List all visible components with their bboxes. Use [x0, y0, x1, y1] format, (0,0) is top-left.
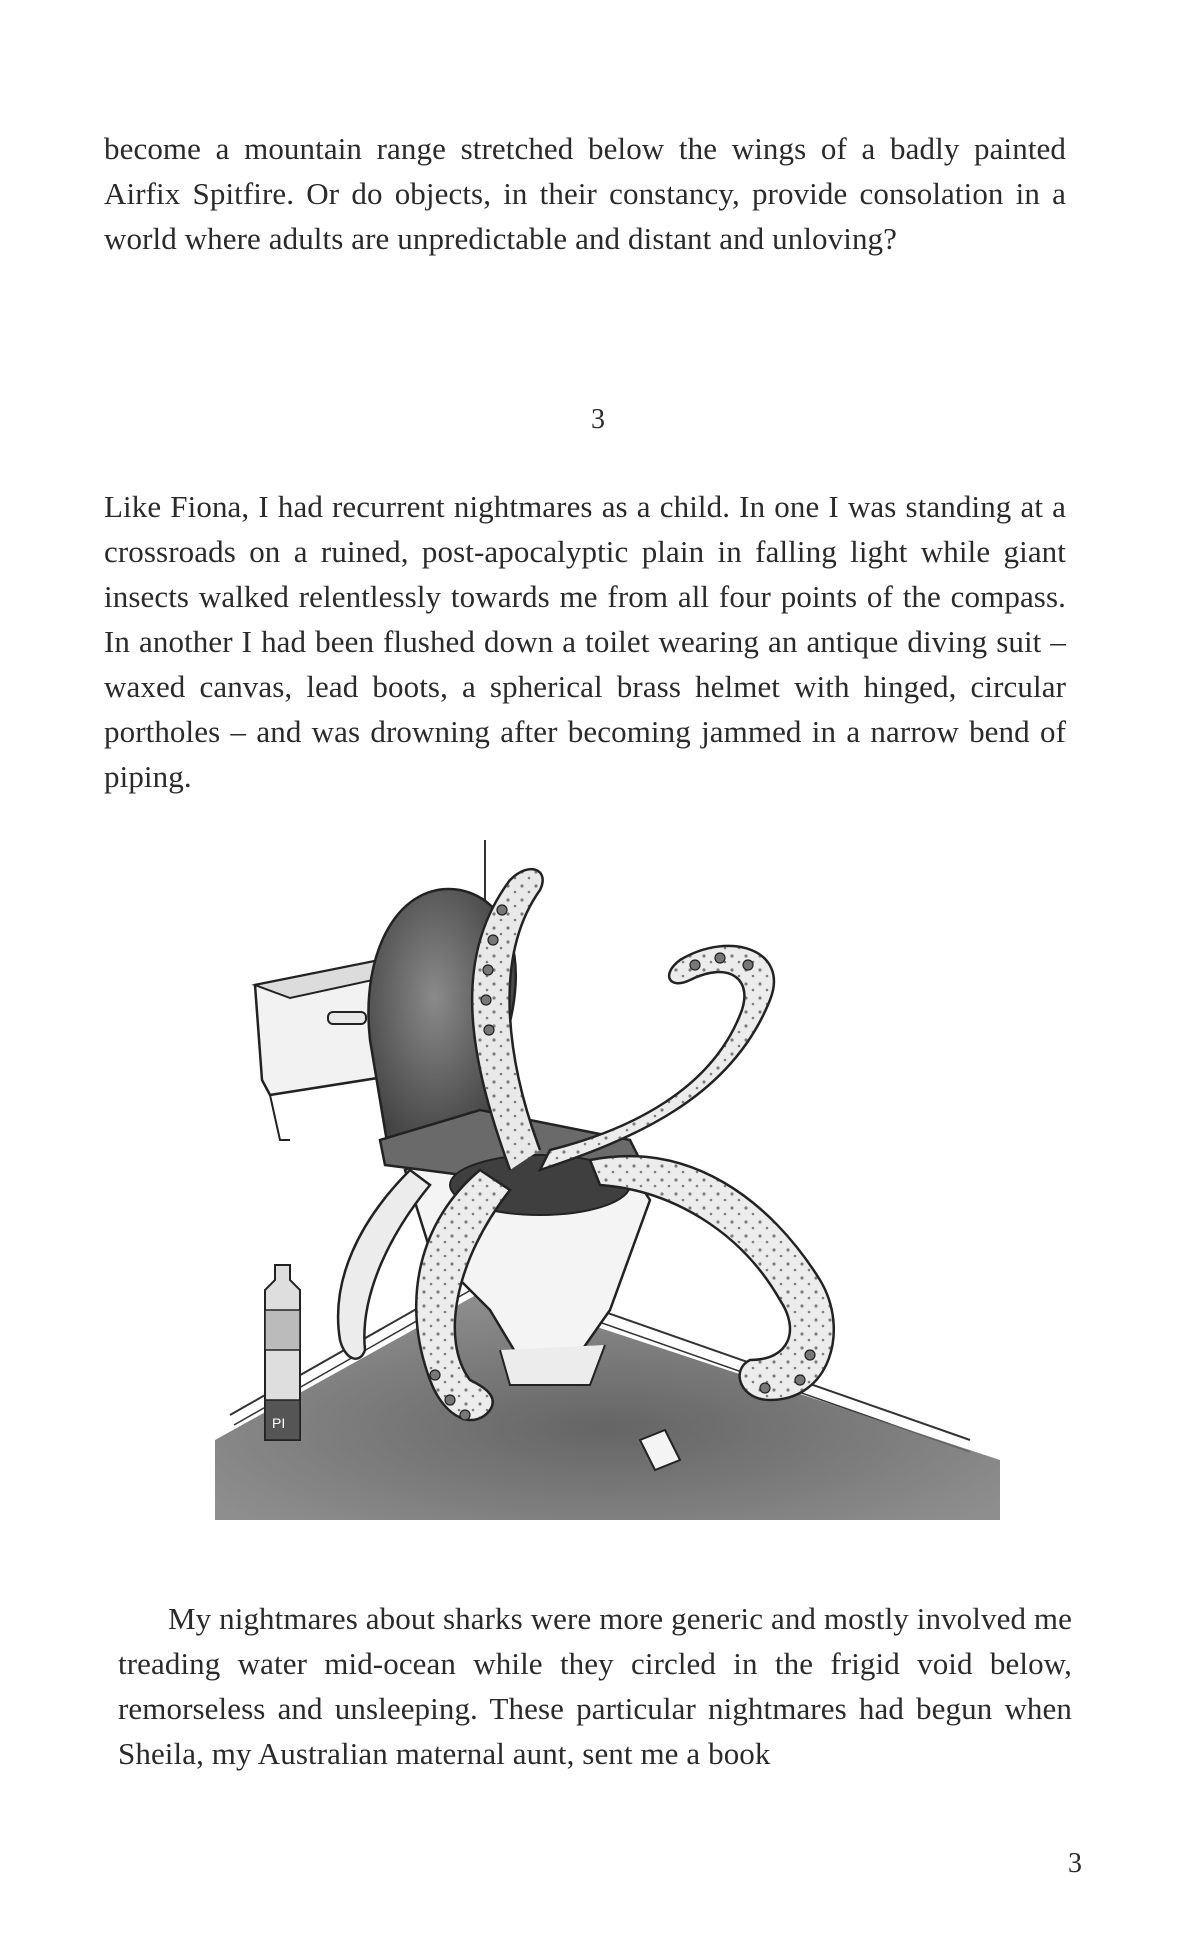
toilet-tentacles-illustration	[210, 840, 1010, 1520]
section-number: 3	[591, 404, 605, 435]
page-number: 3	[1068, 1848, 1082, 1879]
paragraph-opening: become a mountain range stretched below the wings of a badly painted Airfix Spitfire. Or do objects, in their constancy, provide consolation in a world where adults are unpredictable and distant and unloving?	[104, 131, 1066, 256]
paragraph-sharks: My nightmares about sharks were more generic and mostly involved me treading water mid-ocean while they circled in the frigid void below, remorseless and unsleeping. These particular nightmares had begun when Sheila, my Australian maternal aunt, sent me a book	[118, 1601, 1072, 1771]
paragraph-nightmares: Like Fiona, I had recurrent nightmares as a child. In one I was standing at a crossroads on a ruined, post-apocalyptic plain in falling light while giant insects walked relentlessly towards me from all four points of the compass. In another I had been flushed down a toilet wearing an antique diving suit – waxed canvas, lead boots, a spherical brass helmet with hinged, circular portholes – and was drowning after becoming jammed in a narrow bend of piping.	[104, 489, 1066, 794]
bottle-label: PI	[272, 1415, 286, 1431]
